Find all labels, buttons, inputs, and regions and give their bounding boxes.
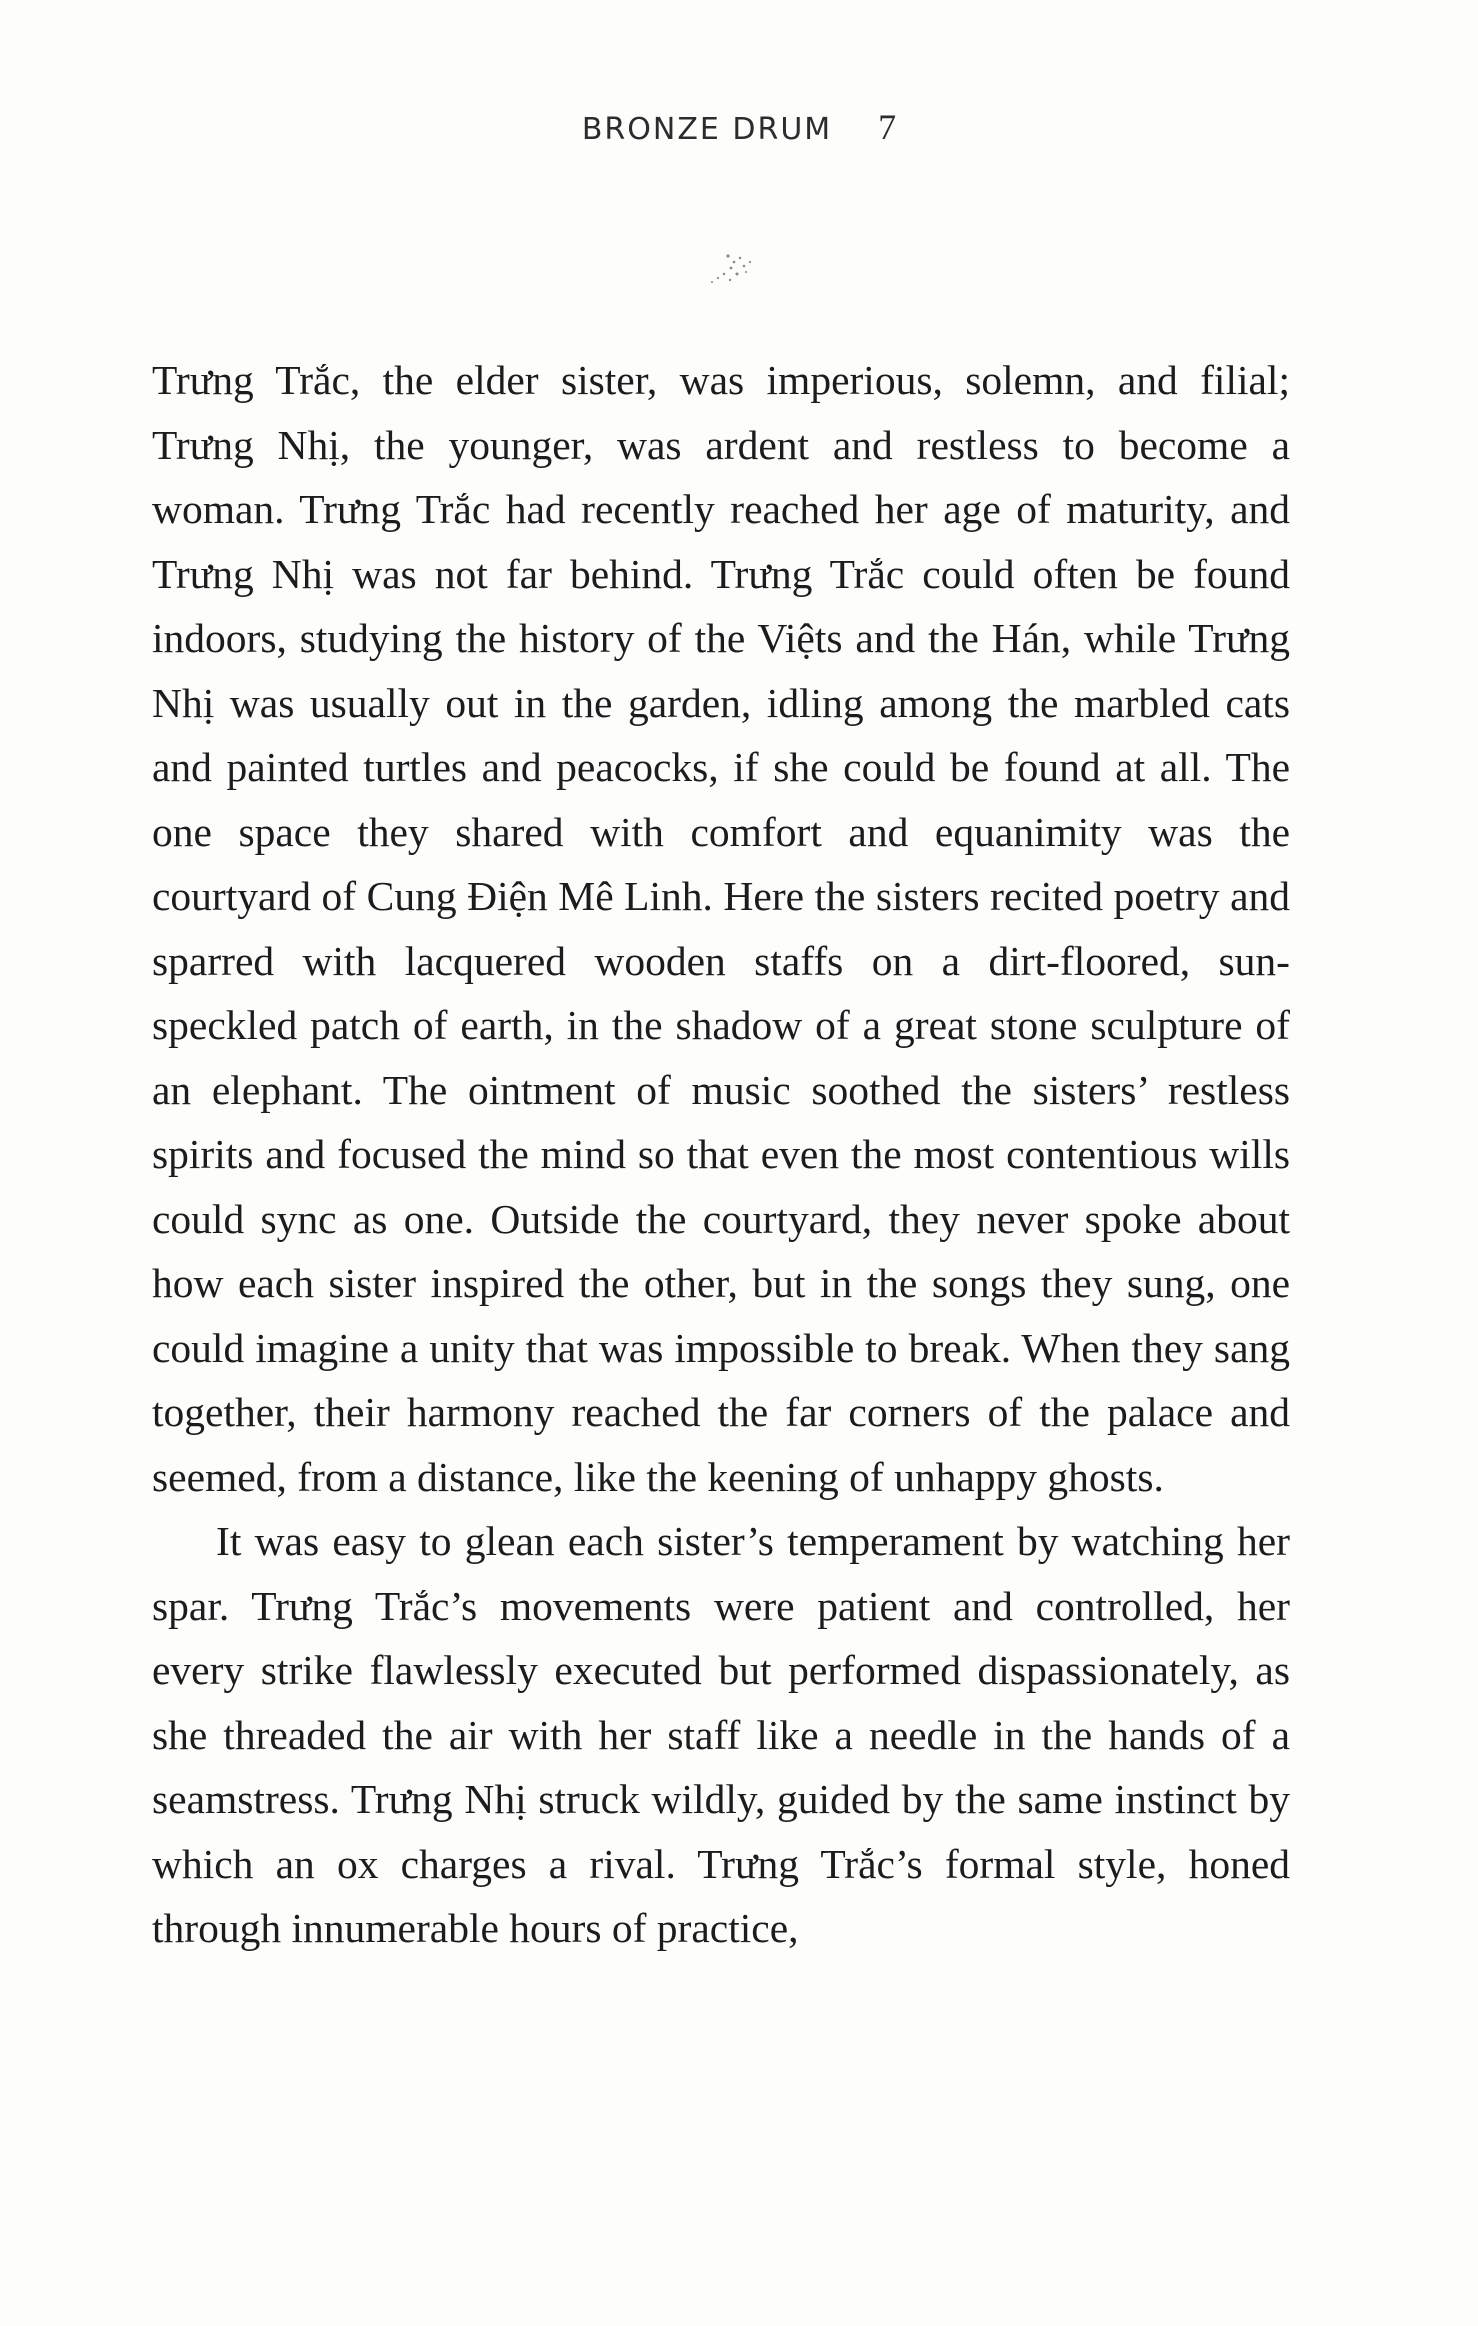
- running-head-title: BRONZE DRUM: [581, 112, 833, 147]
- paragraph: Trưng Trắc, the elder sister, was imperious, solemn, and filial; Trưng Nhị, the younger, was ardent and restless to become a woman. Trưng Trắc had recently reached her age of maturity, and Trưng Nhị was not far behind. Trưng Trắc could often be found indoors, studying the history of the Việts and the Hán, while Trưng Nhị was usually out in the garden, idling among the marbled cats and painted turtles and peacocks, if she could be found at all. The one space they shared with comfort and equanimity was the courtyard of Cung Điện Mê Linh. Here the sisters recited poetry and sparred with lacquered wooden staffs on a dirt-floored, sun-speckled patch of earth, in the shadow of a great stone sculpture of an elephant. The ointment of music soothed the sisters’ restless spirits and focused the mind so that even the most contentious wills could sync as one. Outside the courtyard, they never spoke about how each sister inspired the other, but in the songs they sung, one could imagine a unity that was impossible to break. When they sang together, their harmony reached the far corners of the palace and seemed, from a distance, like the keening of unhappy ghosts.: [152, 357, 1290, 1500]
- paragraph: It was easy to glean each sister’s temperament by watching her spar. Trưng Trắc’s movements were patient and controlled, her every strike flawlessly executed but performed dispassionately, as she threaded the air with her staff like a needle in the hands of a seamstress. Trưng Nhị struck wildly, guided by the same instinct by which an ox charges a rival. Trưng Trắc’s formal style, honed through innumerable hours of practice,: [152, 1518, 1290, 1951]
- page-number: 7: [878, 107, 897, 147]
- scattered-dots-ornament-icon: [690, 238, 780, 308]
- body-text: [152, 348, 1290, 1961]
- running-header: [0, 106, 1478, 148]
